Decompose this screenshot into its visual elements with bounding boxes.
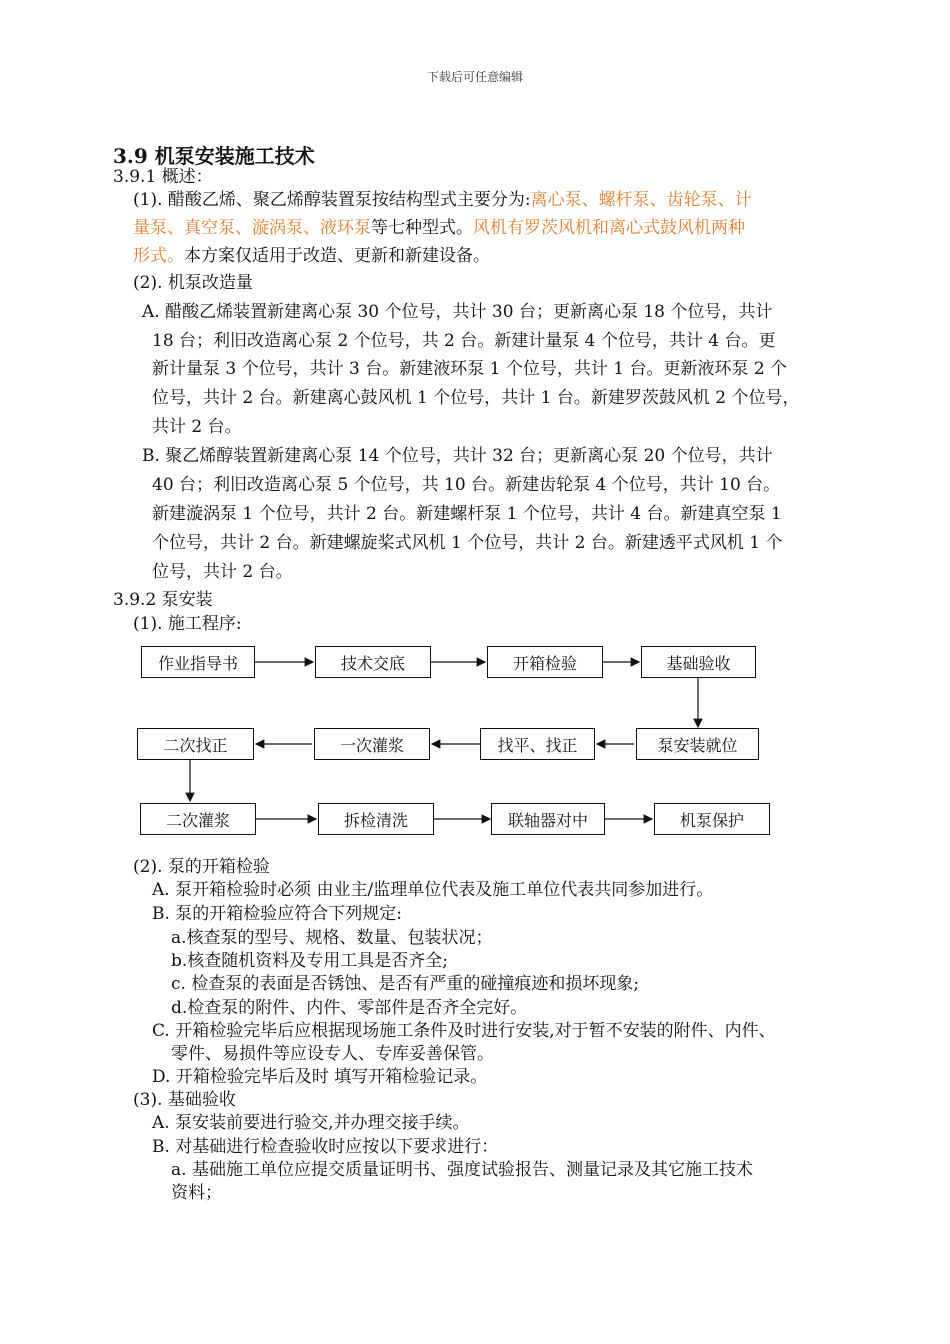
- para-b-line: 40 台；利旧改造离心泵 5 个位号，共 10 台。新建齿轮泵 4 个位号，共计 10 台。: [152, 475, 781, 495]
- unboxing-c: C. 开箱检验完毕后应根据现场施工条件及时进行安装,对于暂不安装的附件、内件、: [152, 1021, 776, 1041]
- flow-step: 拆检清洗: [318, 803, 434, 835]
- text: 本方案仅适用于改造、更新和新建设备。: [184, 246, 490, 266]
- unboxing-heading: (2). 泵的开箱检验: [133, 857, 270, 877]
- unboxing-b-item: c. 检查泵的表面是否锈蚀、是否有严重的碰撞痕迹和损坏现象;: [171, 974, 640, 994]
- flow-step: 机泵保护: [654, 803, 770, 835]
- unboxing-a: A. 泵开箱检验时必须 由业主/监理单位代表及施工单位代表共同参加进行。: [152, 880, 714, 900]
- foundation-b-item: a. 基础施工单位应提交质量证明书、强度试验报告、测量记录及其它施工技术: [171, 1160, 753, 1180]
- flow-step: 找平、找正: [480, 728, 595, 760]
- foundation-a: A. 泵安装前要进行验交,并办理交接手续。: [152, 1113, 470, 1133]
- flow-step: 技术交底: [315, 646, 431, 678]
- subsection-3-9-2: 3.9.2 泵安装: [113, 590, 213, 610]
- text: (1). 醋酸乙烯、聚乙烯醇装置泵按结构型式主要分为:: [133, 190, 531, 210]
- unboxing-b-item: d.检查泵的附件、内件、零部件是否齐全完好。: [171, 998, 528, 1018]
- flow-step: 开箱检验: [487, 646, 603, 678]
- para-a-line: 位号，共计 2 台。新建离心鼓风机 1 个位号，共计 1 台。新建罗茨鼓风机 2 个位号，: [152, 388, 800, 408]
- retrofit-heading: (2). 机泵改造量: [133, 273, 253, 293]
- page-header: 下载后可任意编辑: [426, 70, 523, 84]
- highlight-text: 形式。: [133, 246, 184, 266]
- subsection-3-9-1: 3.9.1 概述：: [113, 167, 213, 187]
- para-a-line: A. 醋酸乙烯装置新建离心泵 30 个位号，共计 30 台；更新离心泵 18 个位号，共计: [142, 302, 773, 322]
- para-b-line: 位号，共计 2 台。: [152, 562, 293, 582]
- flow-step: 一次灌浆: [314, 728, 430, 760]
- para-b-line: B. 聚乙烯醇装置新建离心泵 14 个位号，共计 32 台；更新离心泵 20 个位号，共计: [142, 446, 773, 466]
- foundation-b: B. 对基础进行检查验收时应按以下要求进行：: [152, 1137, 499, 1157]
- highlight-text: 离心泵、螺杆泵、齿轮泵、计: [530, 190, 752, 210]
- procedure-heading: (1). 施工程序:: [133, 614, 242, 634]
- foundation-b-item: 资料；: [171, 1183, 222, 1203]
- section-title: 3.9 机泵安装施工技术: [113, 144, 315, 168]
- flow-step: 二次找正: [137, 728, 254, 760]
- unboxing-b: B. 泵的开箱检验应符合下列规定:: [152, 904, 403, 924]
- flow-step: 联轴器对中: [491, 803, 605, 835]
- para-a-line: 共计 2 台。: [152, 417, 242, 437]
- flow-step: 作业指导书: [141, 646, 255, 678]
- foundation-heading: (3). 基础验收: [133, 1090, 236, 1110]
- unboxing-b-item: b.核查随机资料及专用工具是否齐全;: [171, 951, 449, 971]
- highlight-text: 风机有罗茨风机和离心式鼓风机两种: [473, 218, 745, 238]
- unboxing-b-item: a.核查泵的型号、规格、数量、包装状况；: [171, 928, 493, 948]
- para-b-line: 个位号，共计 2 台。新建螺旋桨式风机 1 个位号，共计 2 台。新建透平式风机 1 个: [152, 533, 783, 553]
- flow-step: 二次灌浆: [140, 803, 256, 835]
- para-a-line: 新计量泵 3 个位号，共计 3 台。新建液环泵 1 个位号，共计 1 台。更新液环泵 2 个: [152, 359, 788, 379]
- flow-step: 泵安装就位: [636, 728, 759, 760]
- unboxing-c: 零件、易损件等应设专人、专库妥善保管。: [171, 1044, 494, 1064]
- para-b-line: 新建漩涡泵 1 个位号，共计 2 台。新建螺杆泵 1 个位号，共计 4 台。新建真空泵 1: [152, 504, 782, 524]
- para-a-line: 18 台；利旧改造离心泵 2 个位号，共 2 台。新建计量泵 4 个位号，共计 4 台。更: [152, 331, 776, 351]
- unboxing-d: D. 开箱检验完毕后及时 填写开箱检验记录。: [152, 1067, 488, 1087]
- text: 等七种型式。: [371, 218, 473, 238]
- highlight-text: 量泵、真空泵、漩涡泵、液环泵: [133, 218, 371, 238]
- flow-step: 基础验收: [641, 646, 756, 678]
